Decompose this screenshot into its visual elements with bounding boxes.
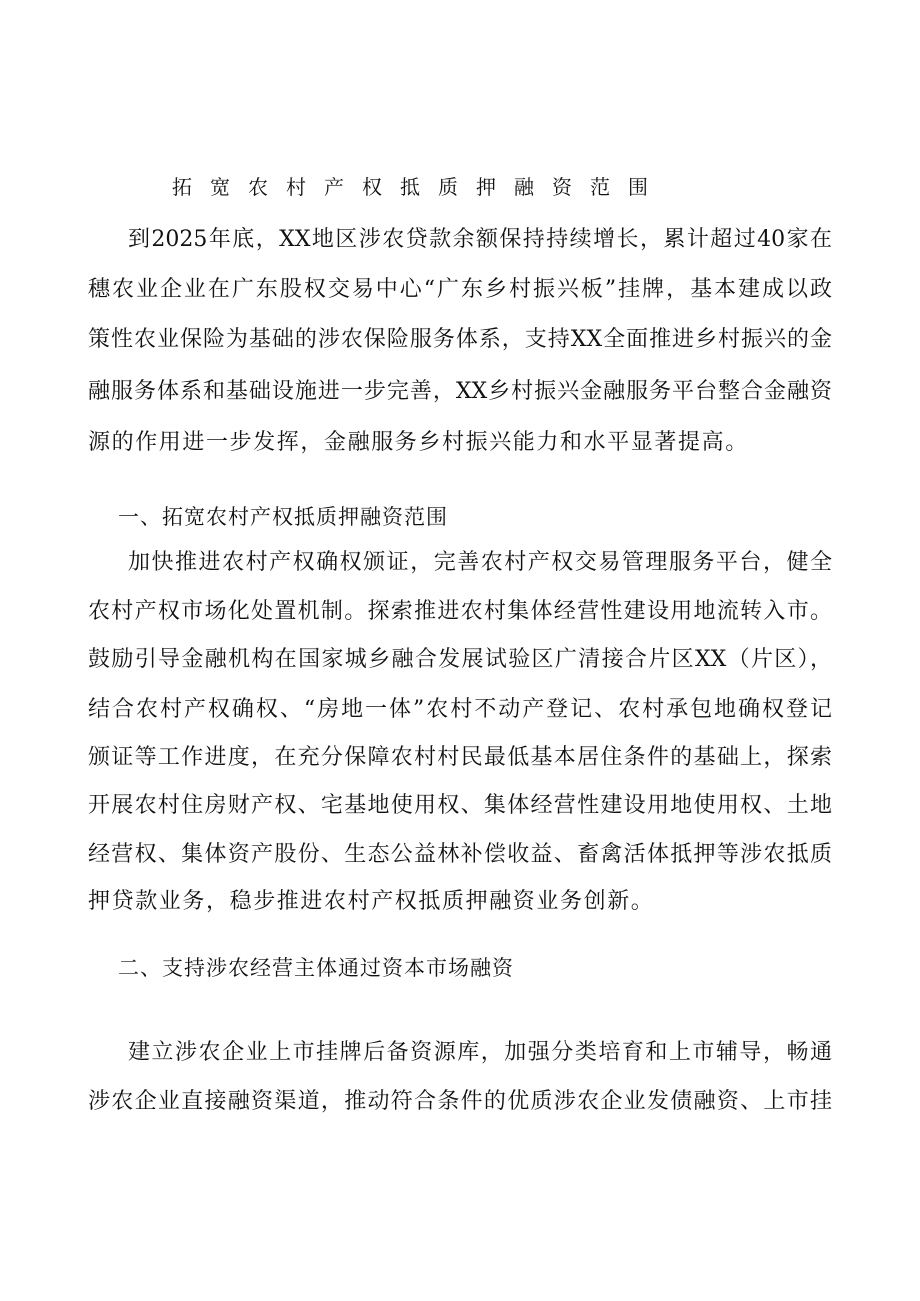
paragraph-line: 建立涉农企业上市挂牌后备资源库，加强分类培育和上市辅导，畅通 — [128, 1040, 832, 1065]
paragraph-line: 农村产权市场化处置机制。探索推进农村集体经营性建设用地流转入市。 — [88, 599, 832, 624]
paragraph-line: 鼓励引导金融机构在国家城乡融合发展试验区广清接合片区XX（片区）， — [88, 647, 832, 672]
paragraph-line: 策性农业保险为基础的涉农保险服务体系，支持XX全面推进乡村振兴的金 — [88, 327, 832, 352]
paragraph-line: 到2025年底，XX地区涉农贷款余额保持持续增长，累计超过40家在 — [128, 227, 832, 252]
document-title: 拓宽农村产权抵质押融资范围 — [172, 175, 648, 199]
paragraph-line: 融服务体系和基础设施进一步完善，XX乡村振兴金融服务平台整合金融资 — [88, 379, 832, 404]
section-2-heading: 二、支持涉农经营主体通过资本市场融资 — [118, 956, 514, 980]
paragraph-line: 涉农企业直接融资渠道，推动符合条件的优质涉农企业发债融资、上市挂 — [88, 1089, 832, 1114]
paragraph-line: 加快推进农村产权确权颁证，完善农村产权交易管理服务平台，健全 — [128, 550, 832, 575]
paragraph-line: 经营权、集体资产股份、生态公益林补偿收益、畜禽活体抵押等涉农抵质 — [88, 842, 832, 867]
paragraph-line: 穗农业企业在广东股权交易中心“广东乡村振兴板”挂牌，基本建成以政 — [88, 277, 832, 302]
section-1-heading: 一、拓宽农村产权抵质押融资范围 — [118, 505, 448, 529]
paragraph-line: 开展农村住房财产权、宅基地使用权、集体经营性建设用地使用权、土地 — [88, 793, 832, 818]
paragraph-line: 押贷款业务，稳步推进农村产权抵质押融资业务创新。 — [88, 889, 655, 914]
paragraph-line: 颁证等工作进度，在充分保障农村村民最低基本居住条件的基础上，探索 — [88, 745, 832, 770]
paragraph-line: 源的作用进一步发挥，金融服务乡村振兴能力和水平显著提高。 — [88, 430, 749, 455]
paragraph-line: 结合农村产权确权、“房地一体”农村不动产登记、农村承包地确权登记 — [88, 697, 832, 722]
